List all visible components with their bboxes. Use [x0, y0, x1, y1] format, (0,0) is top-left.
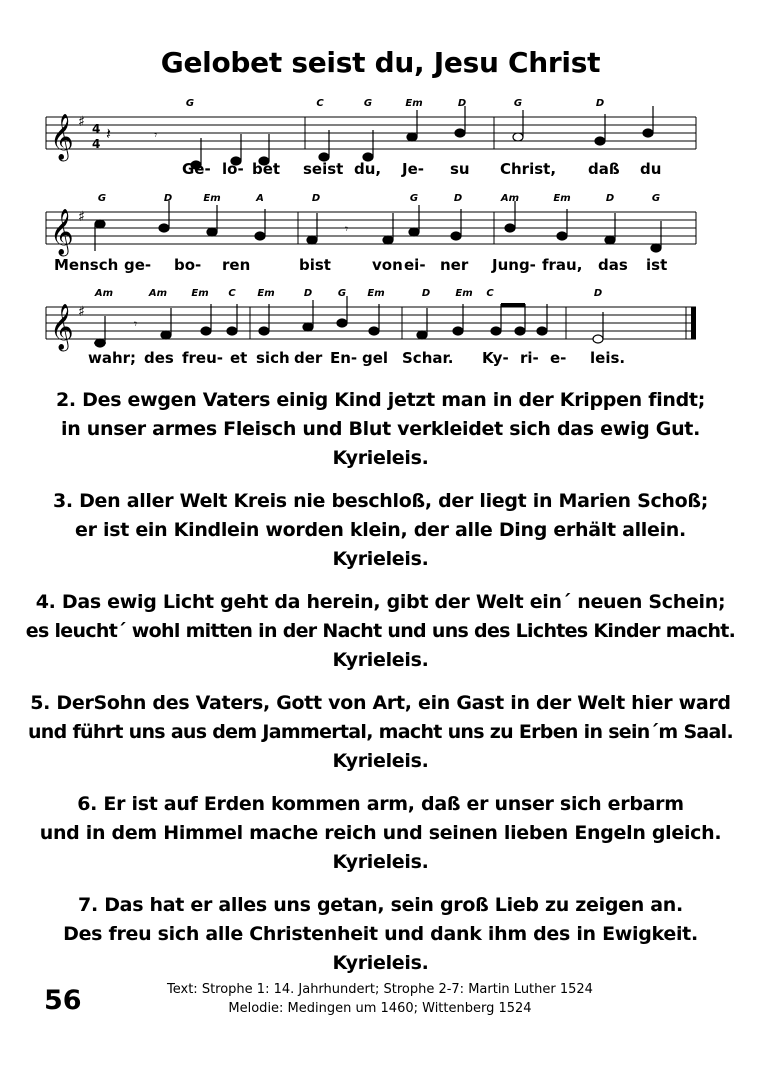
text-credit: Text: Strophe 1: 14. Jahrhundert; Strophe 2-7: Martin Luther 1524	[167, 982, 593, 997]
lyric-syllable: Ky-	[482, 349, 509, 367]
verses	[0, 386, 761, 992]
chord: G	[185, 98, 195, 109]
lyric-syllable: Ge-	[182, 160, 211, 178]
chord: G	[363, 98, 373, 109]
chord: D	[303, 288, 313, 299]
lyric-syllable: das	[598, 256, 628, 274]
page-number: 56	[44, 985, 82, 1016]
chord: Am	[148, 288, 168, 299]
time-signature: 4	[92, 122, 101, 136]
verse-line: 6. Er ist auf Erden kommen arm, daß er unser sich erbarm	[77, 793, 684, 815]
verse-line: 5. DerSohn des Vaters, Gott von Art, ein Gast in der Welt hier ward	[30, 692, 731, 714]
final-barline	[691, 307, 696, 339]
verse-refrain: Kyrieleis.	[332, 750, 429, 772]
verse-line: 2. Des ewgen Vaters einig Kind jetzt man in der Krippen findt;	[55, 389, 706, 411]
lyric-syllable: ren	[222, 256, 251, 274]
sharp-icon: ♯	[78, 114, 85, 130]
lyric-syllable: et	[230, 349, 248, 367]
melody-credit: Melodie: Medingen um 1460; Wittenberg 1524	[228, 1001, 532, 1016]
lyric-syllable: bo-	[174, 256, 202, 274]
lyric-syllable: Je-	[402, 160, 424, 178]
verse-refrain: Kyrieleis.	[332, 548, 429, 570]
lyric-syllable: ei-	[404, 256, 426, 274]
verse-line: Des freu sich alle Christenheit und dank ihm des in Ewigkeit.	[63, 923, 698, 945]
beam	[501, 303, 525, 307]
verse-4	[0, 588, 761, 675]
treble-clef-icon: 𝄞	[50, 114, 74, 160]
lyric-syllable: seist	[303, 160, 344, 178]
verse-line: in unser armes Fleisch und Blut verkleidet sich das ewig Gut.	[60, 418, 700, 440]
chord: D	[595, 98, 605, 109]
verse-refrain: Kyrieleis.	[332, 649, 429, 671]
svg-text:4: 4	[92, 137, 101, 151]
eighth-rest-icon: 𝄾	[154, 128, 158, 142]
credits	[130, 980, 630, 1018]
lyric-syllable: du	[640, 160, 662, 178]
chord: A	[256, 193, 264, 204]
chord: Em	[553, 193, 571, 204]
chord: D	[593, 288, 603, 299]
chord: Em	[455, 288, 473, 299]
lyric-syllable: leis.	[590, 349, 626, 367]
quarter-rest-icon: 𝄽	[106, 124, 111, 143]
lyric-syllable: sich	[256, 349, 290, 367]
sharp-icon: ♯	[78, 209, 85, 225]
lyric-syllable: ner	[440, 256, 469, 274]
verse-line: er ist ein Kindlein worden klein, der alle Ding erhält allein.	[75, 519, 686, 541]
lyric-syllable: bist	[299, 256, 331, 274]
lyric-syllable: daß	[588, 160, 620, 178]
verse-line: und in dem Himmel mache reich und seinen lieben Engeln gleich.	[39, 822, 722, 844]
lyric-syllable: gel	[362, 349, 389, 367]
lyric-syllable: Schar.	[402, 349, 454, 367]
lyric-syllable: lo-	[222, 160, 244, 178]
lyric-syllable: ge-	[124, 256, 152, 274]
chord: Am	[94, 288, 114, 299]
verse-7	[0, 891, 761, 978]
chord: G	[651, 193, 661, 204]
lyric-syllable: freu-	[182, 349, 224, 367]
chord: G	[409, 193, 419, 204]
treble-clef-icon: 𝄞	[50, 304, 74, 350]
lyric-syllable: der	[294, 349, 323, 367]
lyric-syllable: du,	[354, 160, 382, 178]
verse-3	[0, 487, 761, 574]
chord: D	[605, 193, 615, 204]
eighth-rest-icon: 𝄾	[345, 222, 349, 236]
lyric-syllable: ri-	[520, 349, 539, 367]
lyric-syllable: des	[144, 349, 174, 367]
lyric-syllable: En-	[330, 349, 358, 367]
chord: D	[163, 193, 173, 204]
chord: Em	[405, 98, 423, 109]
verse-line: 4. Das ewig Licht geht da herein, gibt der Welt ein´ neuen Schein;	[35, 591, 726, 613]
lyric-syllable: frau,	[542, 256, 583, 274]
chord: C	[486, 288, 494, 299]
lyric-syllable: e-	[550, 349, 567, 367]
lyric-syllable: su	[450, 160, 470, 178]
verse-line: 3. Den aller Welt Kreis nie beschloß, der liegt in Marien Schoß;	[52, 490, 709, 512]
chord: D	[457, 98, 467, 109]
lyric-syllable: wahr;	[88, 349, 137, 367]
sharp-icon: ♯	[78, 304, 85, 320]
lyric-syllable: Christ,	[500, 160, 557, 178]
verse-line: es leucht´ wohl mitten in der Nacht und uns des Lichtes Kinder macht.	[25, 620, 736, 642]
lyric-syllable: Jung-	[492, 256, 536, 274]
verse-line: 7. Das hat er alles uns getan, sein groß Lieb zu zeigen an.	[78, 894, 683, 916]
verse-line: und führt uns aus dem Jammertal, macht uns zu Erben in sein´m Saal.	[27, 721, 733, 743]
lyric-syllable: Mensch	[54, 256, 119, 274]
chord: D	[311, 193, 321, 204]
verse-refrain: Kyrieleis.	[332, 851, 429, 873]
chord: Am	[500, 193, 520, 204]
chord: Em	[367, 288, 385, 299]
staff-3	[0, 0, 761, 400]
chord: C	[316, 98, 324, 109]
chord: G	[513, 98, 523, 109]
treble-clef-icon: 𝄞	[50, 209, 74, 255]
chord: C	[228, 288, 236, 299]
chord: Em	[257, 288, 275, 299]
chord: Em	[203, 193, 221, 204]
chord: G	[97, 193, 107, 204]
hymn-title: Gelobet seist du, Jesu Christ	[160, 46, 601, 79]
lyric-syllable: bet	[252, 160, 281, 178]
lyric-syllable: ist	[646, 256, 668, 274]
verse-2	[0, 386, 761, 473]
verse-refrain: Kyrieleis.	[332, 447, 429, 469]
eighth-rest-icon: 𝄾	[134, 317, 138, 331]
chord: D	[453, 193, 463, 204]
verse-6	[0, 790, 761, 877]
chord: G	[337, 288, 347, 299]
verse-5	[0, 689, 761, 776]
lyric-syllable: von	[372, 256, 403, 274]
verse-refrain: Kyrieleis.	[332, 952, 429, 974]
chord: Em	[191, 288, 209, 299]
chord: D	[421, 288, 431, 299]
